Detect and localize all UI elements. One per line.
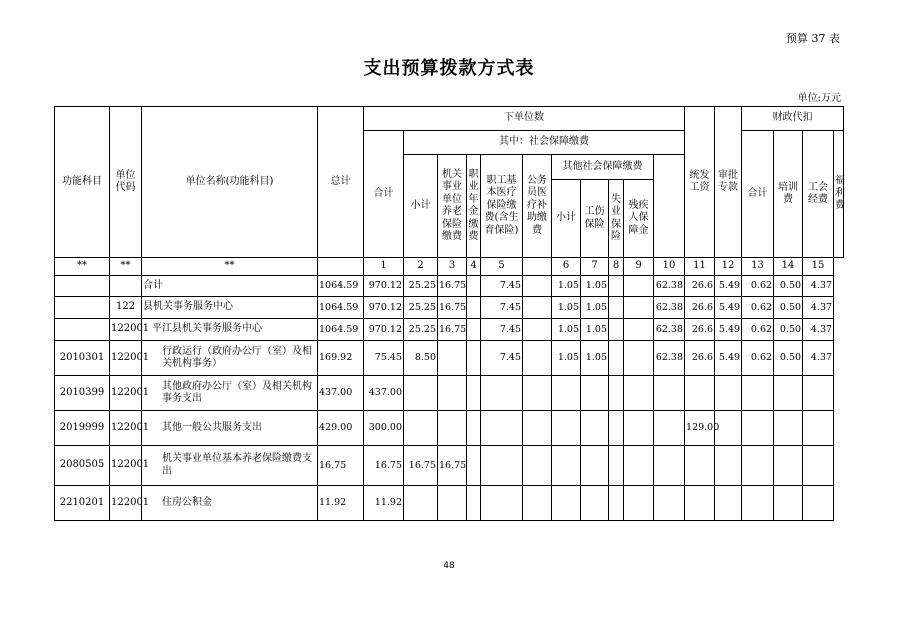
value-cell: 16.75 [438,276,467,297]
column-number: 4 [467,258,481,276]
column-number: 10 [654,258,685,276]
value-cell: 5.49 [715,319,742,341]
value-cell: 0.62 [742,319,774,341]
value-cell: 1.05 [552,319,581,341]
value-cell [624,376,654,411]
budget-table [54,106,844,521]
value-cell [467,276,481,297]
header-training: 培训费 [774,131,803,258]
value-cell: 1.05 [581,297,609,319]
value-cell [609,376,624,411]
column-number: 6 [552,258,581,276]
value-cell: 0.50 [774,319,803,341]
value-cell [438,411,467,446]
value-cell: 0.50 [774,341,803,376]
value-cell: 4.37 [803,297,834,319]
value-cell: 26.6 [685,319,715,341]
value-cell [523,446,552,486]
header-union: 工会经费 [803,131,834,258]
value-cell [685,376,715,411]
value-cell: 7.45 [481,341,523,376]
value-cell [467,341,481,376]
page-title: 支出预算拨款方式表 [363,58,535,79]
value-cell [715,446,742,486]
value-cell [438,341,467,376]
table-row [55,276,844,297]
value-cell: 26.6 [685,297,715,319]
value-cell: 429.00 [318,411,364,446]
table-row [55,341,844,376]
value-cell [742,446,774,486]
value-cell [467,446,481,486]
column-number: 12 [715,258,742,276]
unit-name-cell: 机关事业单位基本养老保险缴费支出 [142,446,318,486]
header-special: 审批专款 [715,107,742,258]
value-cell [742,411,774,446]
value-cell [609,446,624,486]
column-number: 14 [774,258,803,276]
star-cell: ** [55,258,110,276]
table-row [55,319,844,341]
value-cell: 1.05 [552,341,581,376]
header-unit-code: 单位代码 [110,107,142,258]
header-subtotal-all: 合计 [364,131,404,258]
value-cell: 62.38 [654,276,685,297]
column-number: 15 [803,258,834,276]
value-cell [654,486,685,521]
table-row [55,297,844,319]
value-cell [774,376,803,411]
unit-code-cell [110,276,142,297]
unit-name-cell: 县机关事务服务中心 [142,297,318,319]
func-code-cell [55,297,110,319]
header-func: 功能科目 [55,107,110,258]
unit-name-cell: 其他一般公共服务支出 [142,411,318,446]
value-cell [581,376,609,411]
value-cell [624,486,654,521]
value-cell [715,376,742,411]
value-cell [581,446,609,486]
header-fin-total: 合计 [742,131,774,258]
value-cell: 437.00 [318,376,364,411]
value-cell: 26.6 [685,276,715,297]
value-cell [404,486,438,521]
value-cell: 0.50 [774,297,803,319]
value-cell: 11.92 [364,486,404,521]
value-cell: 7.45 [481,319,523,341]
value-cell: 1.05 [581,341,609,376]
column-number: 7 [581,258,609,276]
value-cell [523,486,552,521]
value-cell: 169.92 [318,341,364,376]
column-number: 8 [609,258,624,276]
header-total: 总计 [318,107,364,258]
value-cell: 8.50 [404,341,438,376]
value-cell [481,486,523,521]
column-number-row [55,258,844,276]
value-cell: 7.45 [481,276,523,297]
value-cell [523,341,552,376]
func-code-cell [55,276,110,297]
value-cell: 62.38 [654,319,685,341]
value-cell [624,411,654,446]
unit-name-cell: 合计 [142,276,318,297]
value-cell [552,486,581,521]
value-cell [523,297,552,319]
value-cell [774,486,803,521]
value-cell: 62.38 [654,341,685,376]
unit-code-cell: 122001 [110,376,142,411]
value-cell: 16.75 [438,319,467,341]
header-unit-name: 单位名称(功能科目) [142,107,318,258]
func-code-cell: 2210201 [55,486,110,521]
func-code-cell: 2010399 [55,376,110,411]
value-cell [654,446,685,486]
table-number-label: 预算 37 表 [786,32,840,45]
header-medical: 职工基本医疗保险缴费(含生育保险) [481,155,523,258]
value-cell: 11.92 [318,486,364,521]
header-welfare: 福利费 [834,131,844,258]
value-cell: 970.12 [364,319,404,341]
header-disabled: 残疾人保障金 [624,180,654,258]
table-row [55,376,844,411]
value-cell [654,411,685,446]
value-cell [523,276,552,297]
column-number [523,258,552,276]
func-code-cell: 2010301 [55,341,110,376]
header-injury: 工伤保险 [581,180,609,258]
value-cell [609,486,624,521]
value-cell [438,486,467,521]
unit-code-cell: 122001 [110,446,142,486]
value-cell: 437.00 [364,376,404,411]
value-cell [467,376,481,411]
value-cell: 0.62 [742,297,774,319]
value-cell: 0.50 [774,276,803,297]
value-cell: 25.25 [404,297,438,319]
star-cell: ** [110,258,142,276]
value-cell [742,486,774,521]
value-cell [523,319,552,341]
value-cell [624,319,654,341]
value-cell: 62.38 [654,297,685,319]
column-number: 11 [685,258,715,276]
value-cell: 5.49 [715,297,742,319]
value-cell [523,376,552,411]
value-cell: 5.49 [715,276,742,297]
value-cell [803,411,834,446]
column-number: 1 [364,258,404,276]
unit-code-cell: 122 [110,297,142,319]
column-number: 13 [742,258,774,276]
header-other-xiaoji: 小计 [552,180,581,258]
value-cell: 1064.59 [318,319,364,341]
value-cell: 16.75 [438,446,467,486]
value-cell [803,486,834,521]
value-cell: 16.75 [404,446,438,486]
value-cell [609,297,624,319]
value-cell [481,446,523,486]
value-cell [624,341,654,376]
value-cell [774,411,803,446]
header-salary: 统发工资 [685,107,715,258]
column-number: 2 [404,258,438,276]
unit-name-cell: 住房公积金 [142,486,318,521]
value-cell: 5.49 [715,341,742,376]
table-row [55,411,844,446]
table-body [55,276,844,521]
value-cell [609,319,624,341]
value-cell [467,319,481,341]
unit-name-cell: 行政运行（政府办公厅（室）及相关机构事务） [142,341,318,376]
value-cell [774,446,803,486]
header-civil-med: 公务员医疗补助缴费 [523,155,552,258]
value-cell: 1.05 [581,319,609,341]
value-cell: 26.6 [685,341,715,376]
header-unemploy: 失业保险 [609,180,624,258]
value-cell: 16.75 [318,446,364,486]
header-xiaoji: 小计 [404,155,438,258]
unit-code-cell: 122001 [110,319,142,341]
value-cell: 0.62 [742,276,774,297]
func-code-cell: 2080505 [55,446,110,486]
value-cell [481,411,523,446]
value-cell [581,411,609,446]
value-cell [624,297,654,319]
value-cell [803,376,834,411]
value-cell: 4.37 [803,276,834,297]
value-cell [404,411,438,446]
value-cell: 16.75 [438,297,467,319]
value-cell [523,411,552,446]
value-cell [609,411,624,446]
value-cell [438,376,467,411]
header-annuity: 职业年金缴费 [467,155,481,258]
header-pension: 机关事业单位养老保险缴费 [438,155,467,258]
value-cell: 300.00 [364,411,404,446]
value-cell [685,446,715,486]
value-cell [552,411,581,446]
header-finance: 财政代扣 [742,107,844,131]
value-cell: 970.12 [364,276,404,297]
value-cell [654,376,685,411]
value-cell: 1064.59 [318,297,364,319]
value-cell [624,276,654,297]
unit-code-cell: 122001 [110,341,142,376]
unit-name-cell: 其他政府办公厅（室）及相关机构事务支出 [142,376,318,411]
table-row [55,486,844,521]
value-cell: 16.75 [364,446,404,486]
value-cell: 75.45 [364,341,404,376]
table-row [55,446,844,486]
func-code-cell [55,319,110,341]
value-cell [467,297,481,319]
value-cell [404,376,438,411]
value-cell [624,446,654,486]
value-cell: 0.62 [742,341,774,376]
value-cell: 1.05 [552,297,581,319]
unit-code-cell: 122001 [110,486,142,521]
value-cell: 25.25 [404,319,438,341]
value-cell: 1064.59 [318,276,364,297]
value-cell [803,446,834,486]
value-cell [685,486,715,521]
value-cell [467,486,481,521]
header-other-social: 其他社会保障缴费 [552,155,654,180]
value-cell: 970.12 [364,297,404,319]
unit-name-cell: 平江县机关事务服务中心 [142,319,318,341]
value-cell: 1.05 [581,276,609,297]
value-cell [552,376,581,411]
value-cell: 7.45 [481,297,523,319]
value-cell [481,376,523,411]
header-of-which: 其中：社会保障缴费 [404,131,685,155]
value-cell: 4.37 [803,319,834,341]
unit-label: 单位:万元 [797,93,841,104]
value-cell [715,486,742,521]
value-cell: 1.05 [552,276,581,297]
column-number [318,258,364,276]
value-cell [609,276,624,297]
column-number: 9 [624,258,654,276]
page-number: 48 [443,561,455,571]
value-cell [742,376,774,411]
value-cell: 129.00 [685,411,715,446]
header-lower-units: 下单位数 [364,107,685,131]
unit-code-cell: 122001 [110,411,142,446]
column-number: 3 [438,258,467,276]
value-cell [581,486,609,521]
value-cell: 25.25 [404,276,438,297]
value-cell [609,341,624,376]
value-cell [467,411,481,446]
star-cell: ** [142,258,318,276]
column-number: 5 [481,258,523,276]
value-cell [552,446,581,486]
value-cell: 4.37 [803,341,834,376]
func-code-cell: 2019999 [55,411,110,446]
